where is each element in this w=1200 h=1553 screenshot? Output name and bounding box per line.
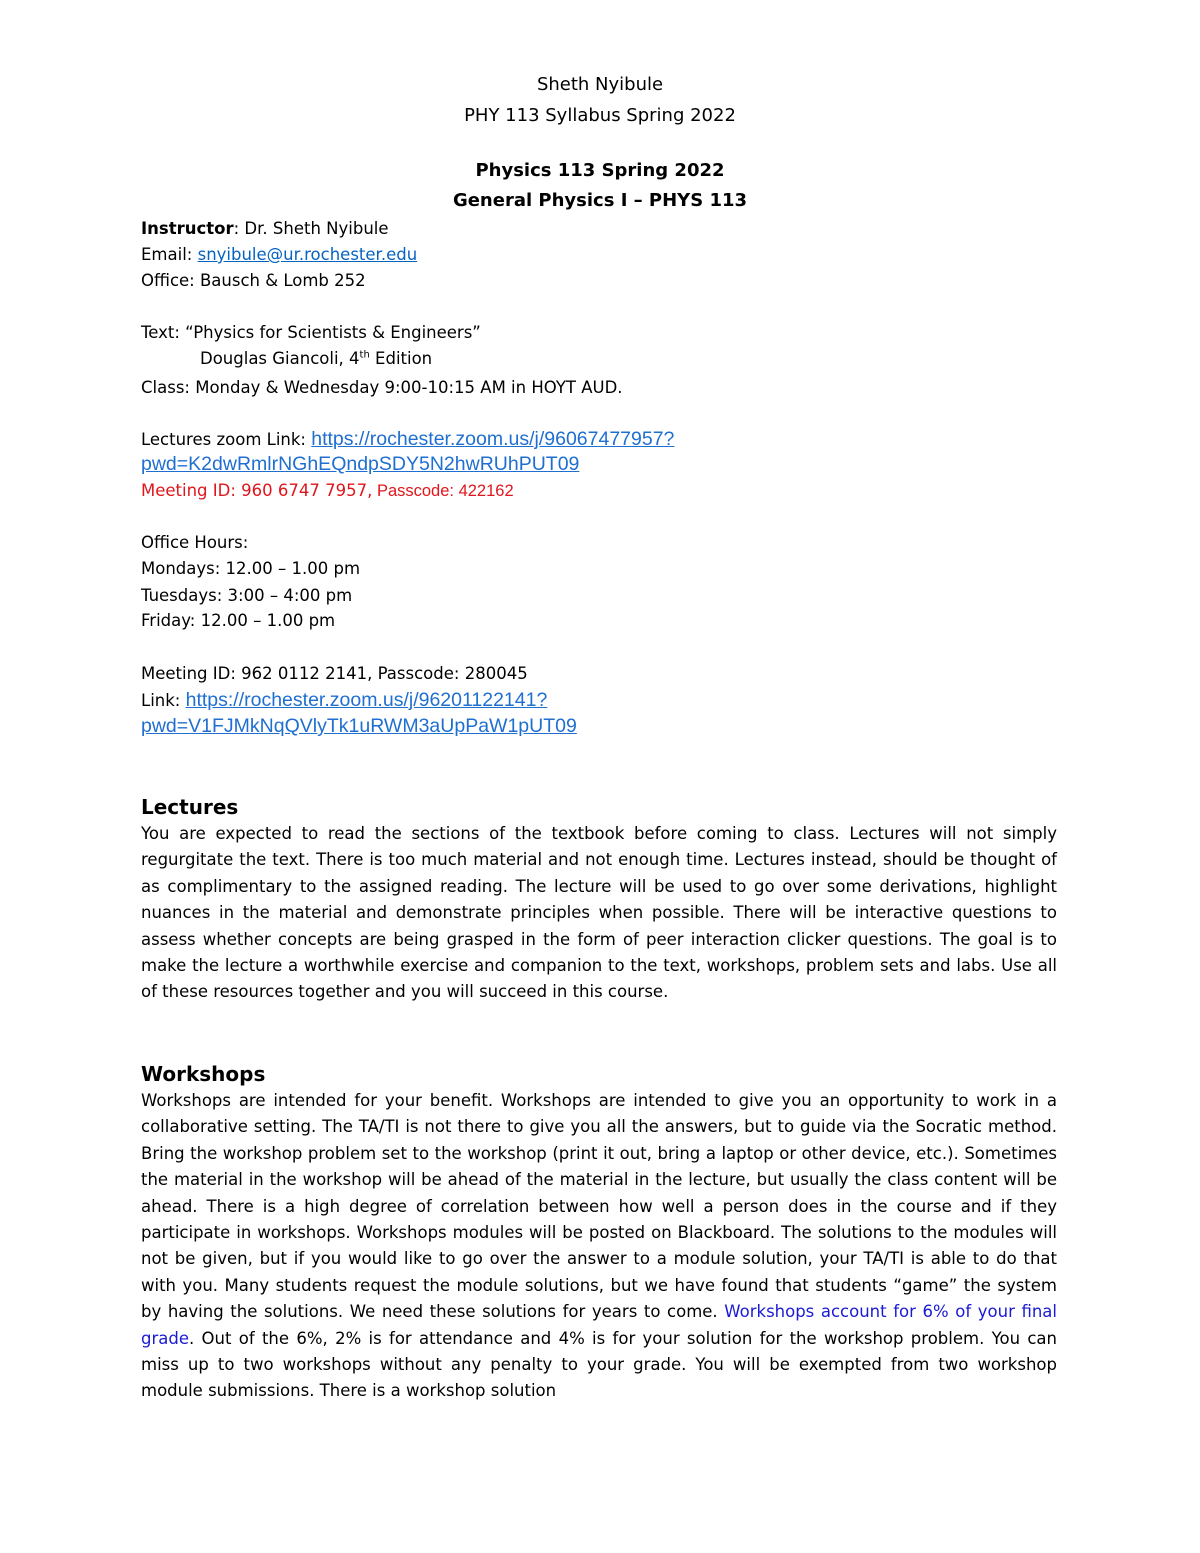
class-line: Class: Monday & Wednesday 9:00-10:15 AM in HOYT AUD. bbox=[141, 378, 623, 397]
workshops-paragraph bbox=[141, 1088, 1057, 1405]
office-hours-fri: Friday: 12.00 – 1.00 pm bbox=[141, 611, 336, 630]
office-hours-link-cont bbox=[141, 715, 577, 738]
lectures-zoom-link[interactable]: https://rochester.zoom.us/j/96067477957? bbox=[311, 428, 675, 450]
instructor-label: Instructor bbox=[141, 219, 234, 238]
email-link[interactable]: snyibule@ur.rochester.edu bbox=[197, 245, 418, 264]
instructor-line bbox=[141, 218, 389, 240]
workshops-grade-highlight: Workshops account for 6% of your final grade bbox=[141, 1302, 1057, 1348]
email-line bbox=[141, 244, 417, 266]
office-hours-link-line bbox=[141, 689, 547, 712]
course-title: Physics 113 Spring 2022 bbox=[475, 160, 725, 181]
course-name: General Physics I – PHYS 113 bbox=[452, 190, 748, 211]
edition-superscript: th bbox=[359, 349, 370, 361]
instructor-value: : Dr. Sheth Nyibule bbox=[233, 219, 389, 238]
lectures-zoom-line bbox=[141, 428, 674, 451]
office-hours-link-part2[interactable]: pwd=V1FJMkNqQVlyTk1uRWM3aUpPaW1pUT09 bbox=[141, 715, 577, 737]
lectures-zoom-link-part2[interactable]: pwd=K2dwRmlrNGhEQndpSDY5N2hwRUhPUT09 bbox=[141, 453, 580, 475]
author-name: Sheth Nyibule bbox=[536, 74, 664, 95]
text-line: Text: “Physics for Scientists & Engineers” bbox=[141, 323, 481, 342]
lectures-zoom-link-cont bbox=[141, 453, 579, 476]
lectures-passcode: Passcode: 422162 bbox=[372, 482, 514, 500]
lectures-heading: Lectures bbox=[141, 795, 239, 819]
lectures-paragraph: You are expected to read the sections of the textbook before coming to class. Lectures will not simply regurgitate the text. There is too much material and not enough time. Lectures instead, should be thought of as complimentary to the assigned reading. The lecture will be used to go over some derivations, highlight nuances in the material and demonstrate principles when possible. There will be interactive questions to assess whether concepts are being grasped in the form of peer interaction clicker questions. The goal is to make the lecture a worthwhile exercise and companion to the text, workshops, problem sets and labs. Use all of these resources together and you will succeed in this course. bbox=[141, 824, 1057, 1002]
lectures-meeting-id: Meeting ID: 960 6747 7957, bbox=[141, 481, 373, 500]
office-hours-link[interactable]: https://rochester.zoom.us/j/96201122141? bbox=[185, 689, 548, 711]
text-author-line bbox=[200, 348, 432, 370]
text-author: Douglas Giancoli, 4 bbox=[200, 349, 360, 368]
office-hours-tue: Tuesdays: 3:00 – 4:00 pm bbox=[141, 586, 353, 605]
office-line: Office: Bausch & Lomb 252 bbox=[141, 271, 366, 290]
workshops-body-1: Workshops are intended for your benefit. Workshops are intended to give you an opportunity to work in a collaborative setting. The TA/TI is not there to give you all the answers, but to guide via the Socratic method. Bring the workshop problem set to the workshop (print it out, bring a laptop or other device, etc.). Sometimes the material in the workshop will be ahead of the material in the lecture, but usually the class content will be ahead. There is a high degree of correlation between how well a person does in the course and if they participate in workshops. Workshops modules will be posted on Blackboard. The solutions to the modules will not be given, but if you would like to go over the answer to a module solution, your TA/TI is able to do that with you. Many students request the module solutions, but we have found that students “game” the system by having the solutions. We need these solutions for years to come. bbox=[141, 1091, 1057, 1322]
lectures-zoom-label: Lectures zoom Link: bbox=[141, 430, 312, 449]
workshops-heading: Workshops bbox=[141, 1062, 266, 1086]
office-hours-link-label: Link: bbox=[141, 691, 186, 710]
edition-rest: Edition bbox=[369, 349, 433, 368]
office-hours-mon: Mondays: 12.00 – 1.00 pm bbox=[141, 559, 361, 578]
document-subtitle: PHY 113 Syllabus Spring 2022 bbox=[464, 105, 736, 126]
office-hours-label: Office Hours: bbox=[141, 533, 249, 552]
lectures-meeting-line bbox=[141, 480, 514, 502]
email-label: Email: bbox=[141, 245, 198, 264]
workshops-body-2: . Out of the 6%, 2% is for attendance and 4% is for your solution for the workshop problem. You can miss up to two workshops without any penalty to your grade. You will be exempted from two workshop module submissions. There is a workshop solution bbox=[141, 1328, 1057, 1401]
office-hours-meeting: Meeting ID: 962 0112 2141, Passcode: 280045 bbox=[141, 664, 528, 683]
